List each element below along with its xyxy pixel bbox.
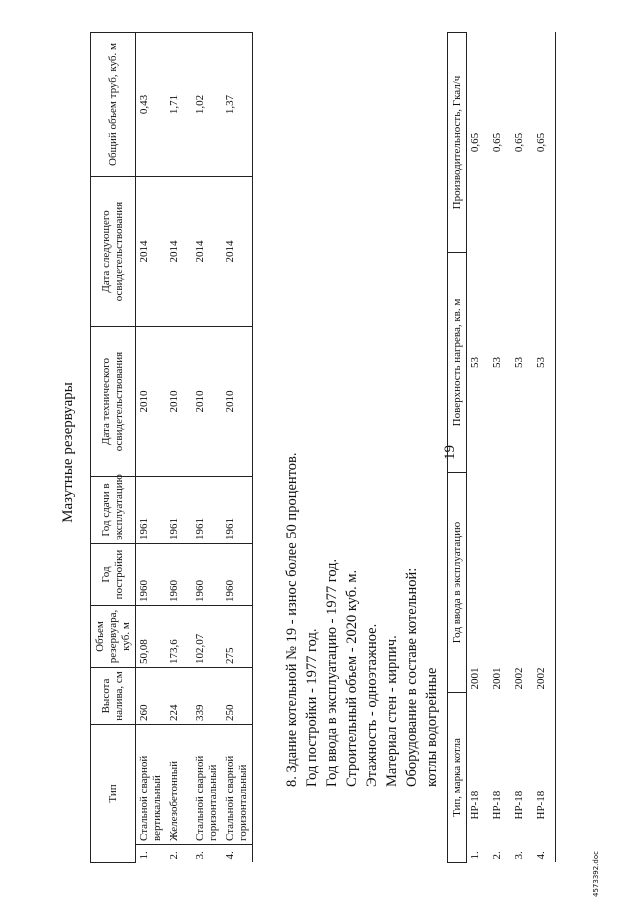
file-name-footer: 4573392.doc	[592, 851, 600, 897]
table-caption: Мазутные резервуары	[60, 382, 76, 523]
tank-pipes: 0,43	[136, 33, 167, 177]
tank-inspection: 2010	[222, 327, 253, 477]
tank-height: 339	[192, 668, 222, 725]
tank-height: 260	[136, 668, 167, 725]
header-pipes: Общий объем труб, куб. м	[91, 33, 136, 177]
boiler-surface: 53	[469, 357, 481, 368]
description-line: 8. Здание котельной № 19 - износ более 50 процентов.	[284, 452, 300, 787]
tank-height: 250	[222, 668, 253, 725]
header-commissioned: Год сдачи в эксплуатацию	[91, 477, 136, 544]
boiler-capacity: 0,65	[513, 132, 525, 153]
table-row	[489, 33, 511, 863]
tank-commissioned: 1961	[166, 477, 192, 544]
row-number: 3.	[513, 851, 525, 860]
boiler-table	[447, 32, 556, 863]
tank-type: Стальной сварной вертикальный	[136, 725, 167, 845]
boiler-model: НР-18	[513, 790, 525, 820]
tank-next-inspection: 2014	[136, 177, 167, 327]
tank-commissioned: 1961	[136, 477, 167, 544]
description-line: Оборудование в составе котельной:	[404, 567, 420, 787]
tank-height: 224	[166, 668, 192, 725]
tank-commissioned: 1961	[222, 477, 253, 544]
header-built: Год постройки	[91, 544, 136, 606]
table-row	[533, 33, 556, 863]
boiler-surface: 53	[491, 357, 503, 368]
header-boiler-surface: Поверхность нагрева, кв. м	[448, 253, 467, 473]
header-volume: Объем резервуара, куб. м	[91, 606, 136, 668]
boiler-surface: 53	[533, 253, 556, 473]
header-type: Тип	[91, 725, 136, 863]
description-line: Год постройки - 1977 год.	[304, 628, 320, 787]
boiler-capacity: 0,65	[469, 132, 481, 153]
tank-built: 1960	[166, 544, 192, 606]
table-row	[467, 33, 490, 863]
header-height: Высота налива, см	[91, 668, 136, 725]
header-boiler-capacity: Производительность, Гкал/ч	[448, 33, 467, 253]
tank-volume: 50,08	[136, 606, 167, 668]
row-number: 2.	[166, 845, 192, 863]
row-number: 4.	[533, 823, 556, 863]
boiler-model: НР-18	[491, 790, 503, 820]
tank-built: 1960	[192, 544, 222, 606]
boiler-year: 2002	[513, 667, 525, 690]
tank-table	[90, 32, 253, 863]
tank-built: 1960	[222, 544, 253, 606]
boiler-model: НР-18	[469, 790, 481, 820]
row-number: 3.	[192, 845, 222, 863]
description-line: Строительный объем - 2020 куб. м.	[344, 569, 360, 787]
description-line: котлы водогрейные	[424, 667, 440, 787]
table-row	[136, 33, 167, 863]
header-boiler-year: Год ввода в эксплуатацию	[448, 473, 467, 693]
row-number: 4.	[222, 845, 253, 863]
tank-pipes: 1,02	[192, 33, 222, 177]
description-line: Год ввода в эксплуатацию - 1977 год.	[324, 558, 340, 787]
page-number: 19	[442, 445, 458, 460]
tank-pipes: 1,71	[166, 33, 192, 177]
description-line: Этажность - одноэтажное.	[364, 623, 380, 787]
tank-volume: 173,6	[166, 606, 192, 668]
row-number: 1.	[469, 851, 481, 860]
boiler-year: 2001	[469, 667, 481, 690]
tank-commissioned: 1961	[192, 477, 222, 544]
table-row	[166, 33, 192, 863]
tank-inspection: 2010	[136, 327, 167, 477]
tank-pipes: 1,37	[222, 33, 253, 177]
description-line: Материал стен - кирпич.	[384, 635, 400, 787]
tank-inspection: 2010	[166, 327, 192, 477]
boiler-capacity: 0,65	[491, 132, 503, 153]
row-number: 1.	[136, 845, 167, 863]
header-next-inspection: Дата следующего освидетельствования	[91, 177, 136, 327]
table-row	[192, 33, 222, 863]
boiler-capacity: 0,65	[533, 33, 556, 253]
tank-volume: 102,07	[192, 606, 222, 668]
tank-next-inspection: 2014	[222, 177, 253, 327]
boiler-model: НР-18	[533, 693, 556, 823]
tank-inspection: 2010	[192, 327, 222, 477]
table-row	[511, 33, 533, 863]
boiler-year: 2001	[491, 667, 503, 690]
boiler-house-description	[282, 452, 442, 787]
tank-type: Железобетонный	[166, 725, 192, 845]
tank-type: Стальной сварной горизонтальный	[192, 725, 222, 845]
tank-type: Стальной сварной горизонтальный	[222, 725, 253, 845]
boiler-year: 2002	[533, 473, 556, 693]
boiler-surface: 53	[513, 357, 525, 368]
tank-built: 1960	[136, 544, 167, 606]
tank-next-inspection: 2014	[192, 177, 222, 327]
row-number: 2.	[491, 851, 503, 860]
header-boiler-model: Тип, марка котла	[448, 693, 467, 863]
table-row	[222, 33, 253, 863]
tank-next-inspection: 2014	[166, 177, 192, 327]
tank-volume: 275	[222, 606, 253, 668]
header-inspection: Дата технического освидетельствования	[91, 327, 136, 477]
